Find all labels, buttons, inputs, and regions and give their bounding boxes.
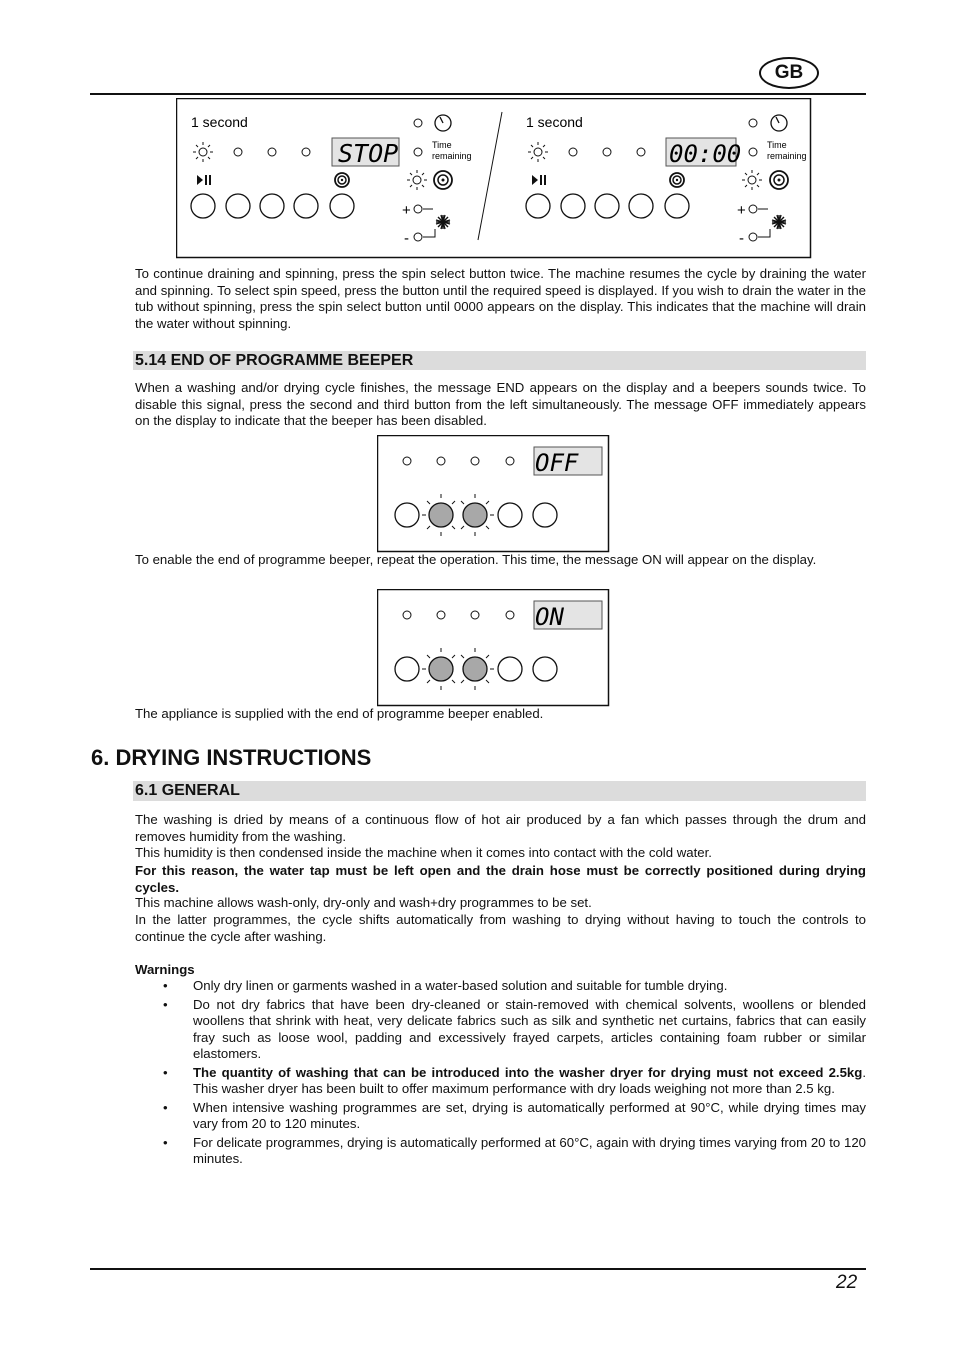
left-button (260, 194, 284, 218)
general-paragraph-1: The washing is dried by means of a continuous flow of hot air produced by a fan which passes through the drum and removes humidity from the washing. (135, 812, 866, 844)
right-button (561, 194, 585, 218)
beeper-off-figure (377, 435, 610, 553)
section-61-title: 6.1 GENERAL (133, 781, 866, 801)
spin-paragraph: To continue draining and spinning, press the spin select button twice. The machine resumes the cycle by draining the water and spinning. To select spin speed, press the button until the required speed is displayed. If you wish to drain the water in the tub without spinning, press the spin select button until 0000 appears on the display. This indicates that the machine will drain the water without spinning. (135, 266, 866, 331)
header-rule (90, 93, 866, 95)
left-remaining-label: remaining (432, 151, 472, 161)
warning-text: Do not dry fabrics that have been dry-cleaned or stain-removed with chemical solvents, woollens or blended woollens that shrink with heat, very delicate fabrics such as silk and synthetic net curtains, fabrics that can easily fray such as loose wool, padding and excessively frayed carpets, articles containing foam rubber or similar elastomers. (193, 996, 866, 1061)
button (498, 503, 522, 527)
right-button (629, 194, 653, 218)
warning-text: . This washer dryer has been built to offer maximum performance with dry loads weighing not more than 2.5 kg. (193, 1064, 866, 1096)
left-flash-icon (436, 215, 450, 229)
right-button (595, 194, 619, 218)
pressed-button-3 (463, 503, 487, 527)
right-plus-label: + (737, 202, 746, 219)
right-flash-icon (772, 215, 786, 229)
right-button (665, 194, 689, 218)
general-paragraph-2: This humidity is then condensed inside the machine when it comes into contact with the cold water. (135, 845, 712, 860)
button (533, 503, 557, 527)
right-minus-label: - (739, 230, 744, 247)
warning-item (135, 978, 866, 995)
display-text: OFF (535, 449, 579, 477)
warning-bold: The quantity of washing that can be introduced into the washer dryer for drying must not exceed 2.5kg (193, 1064, 863, 1080)
general-paragraph-5: In the latter programmes, the cycle shifts automatically from washing to drying without having to touch the controls to continue the cycle after washing. (135, 912, 866, 944)
warnings-list (135, 978, 866, 1170)
warning-item (135, 997, 866, 1063)
left-minus-label: - (404, 230, 409, 247)
beeper-paragraph-2: To enable the end of programme beeper, repeat the operation. This time, the message ON will appear on the display. (135, 552, 817, 567)
left-display-text: STOP (338, 139, 399, 168)
button (533, 657, 557, 681)
right-display-text: 00:00 (669, 140, 742, 168)
display-text: ON (535, 603, 564, 631)
footer-rule (90, 1268, 866, 1270)
pressed-button-2 (429, 657, 453, 681)
warning-item (135, 1100, 866, 1133)
left-button (226, 194, 250, 218)
general-paragraph-4: This machine allows wash-only, dry-only and wash+dry programmes to be set. (135, 895, 592, 910)
button (498, 657, 522, 681)
button (395, 657, 419, 681)
page-number: 22 (836, 1272, 858, 1293)
beeper-paragraph-1: When a washing and/or drying cycle finishes, the message END appears on the display and a beepers sounds twice. To disable this signal, press the second and third button from the left simultaneously. The message OFF immediately appears on the display to indicate that the beeper has been disabled. (135, 380, 866, 428)
warning-text: Only dry linen or garments washed in a water-based solution and suitable for tumble drying. (193, 978, 728, 993)
warnings-title: Warnings (135, 962, 195, 977)
left-plus-label: + (402, 202, 411, 219)
warning-item (135, 1065, 866, 1098)
beeper-paragraph-3: The appliance is supplied with the end of programme beeper enabled. (135, 706, 544, 721)
left-time-label: Time (432, 140, 452, 150)
left-button (330, 194, 354, 218)
left-button (191, 194, 215, 218)
chapter-6-title: 6. DRYING INSTRUCTIONS (91, 745, 372, 770)
left-one-second-label: 1 second (191, 114, 248, 130)
section-514-title: 5.14 END OF PROGRAMME BEEPER (133, 351, 866, 370)
warning-text: For delicate programmes, drying is automatically performed at 60°C, again with drying times varying from 20 to 120 minutes. (193, 1134, 866, 1166)
pressed-button-3 (463, 657, 487, 681)
spin-panel-figure (176, 98, 812, 260)
right-button (526, 194, 550, 218)
warning-text: When intensive washing programmes are set, drying is automatically performed at 90°C, while drying times may vary from 20 to 120 minutes. (193, 1099, 866, 1131)
general-warning-bold: For this reason, the water tap must be left open and the drain hose must be correctly positioned during drying cycles. (135, 863, 866, 895)
beeper-on-figure (377, 589, 610, 707)
right-time-label: Time (767, 140, 787, 150)
left-button (294, 194, 318, 218)
language-badge: GB (759, 57, 819, 89)
pressed-button-2 (429, 503, 453, 527)
right-one-second-label: 1 second (526, 114, 583, 130)
right-remaining-label: remaining (767, 151, 807, 161)
button (395, 503, 419, 527)
warning-item (135, 1135, 866, 1168)
